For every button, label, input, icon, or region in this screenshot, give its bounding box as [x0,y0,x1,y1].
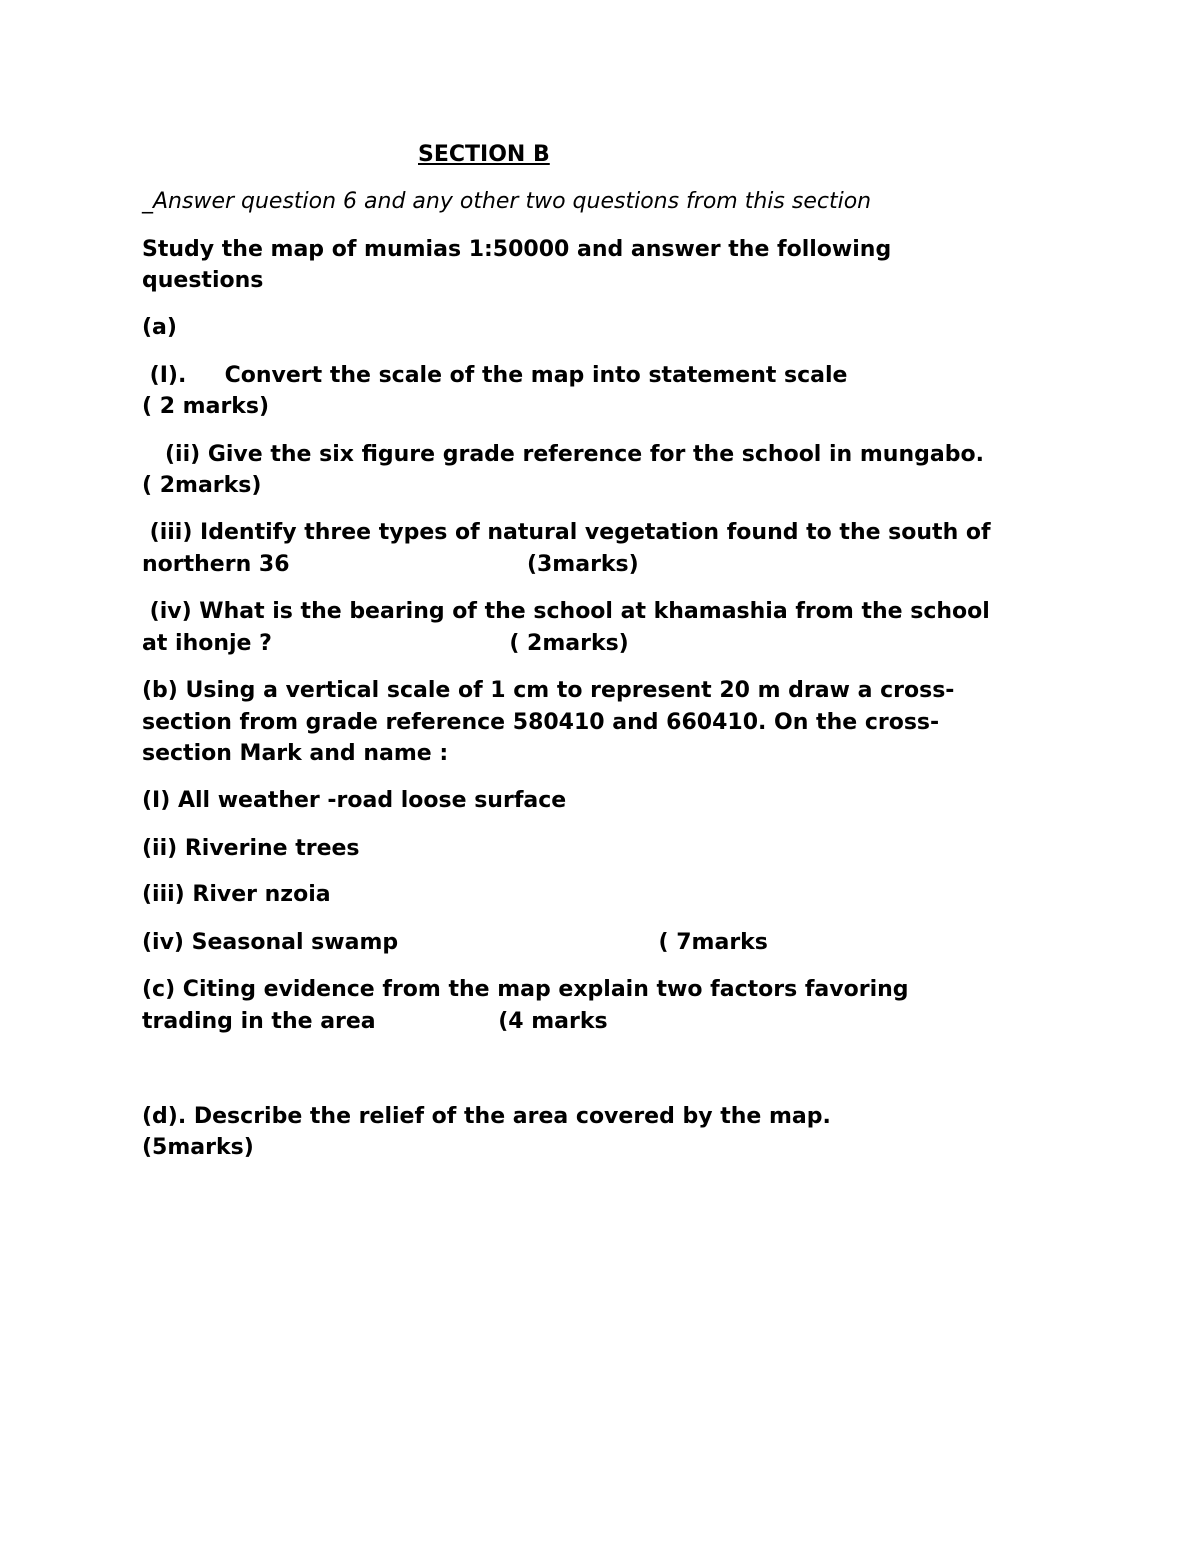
intro-line-2: questions [142,268,264,293]
part-b-item-2: (ii) Riverine trees [142,836,360,861]
part-d-line-1: (d). Describe the relief of the area covered by the map. [142,1104,831,1129]
part-b-item-3: (iii) River nzoia [142,882,331,907]
question-a-iii-cont: northern 36 (3marks) [142,552,639,577]
part-b-line-2: section from grade reference 580410 and 660410. On the cross- [142,710,940,735]
question-a-iv-cont: at ihonje ? ( 2marks) [142,631,629,656]
question-a-i: (I). Convert the scale of the map into statement scale [142,363,848,388]
question-a-ii-marks: ( 2marks) [142,473,262,498]
question-a-ii: (ii) Give the six figure grade reference for the school in mungabo. [142,442,984,467]
part-b-item-4: (iv) Seasonal swamp ( 7marks [142,930,768,955]
question-a-iv: (iv) What is the bearing of the school at khamashia from the school [142,599,990,624]
part-d-line-2: (5marks) [142,1135,254,1160]
part-b-item-1: (I) All weather -road loose surface [142,788,567,813]
part-b-line-3: section Mark and name : [142,741,449,766]
section-title: SECTION B [418,142,550,167]
instruction-text: _Answer question 6 and any other two questions from this section [142,189,872,214]
question-a-i-marks: ( 2 marks) [142,394,270,419]
part-b-line-1: (b) Using a vertical scale of 1 cm to represent 20 m draw a cross- [142,678,955,703]
part-a-label: (a) [142,315,177,340]
part-c-line-2: trading in the area (4 marks [142,1009,608,1034]
part-c-line-1: (c) Citing evidence from the map explain two factors favoring [142,977,909,1002]
question-a-iii: (iii) Identify three types of natural vegetation found to the south of [142,520,991,545]
intro-line-1: Study the map of mumias 1:50000 and answer the following [142,237,892,262]
